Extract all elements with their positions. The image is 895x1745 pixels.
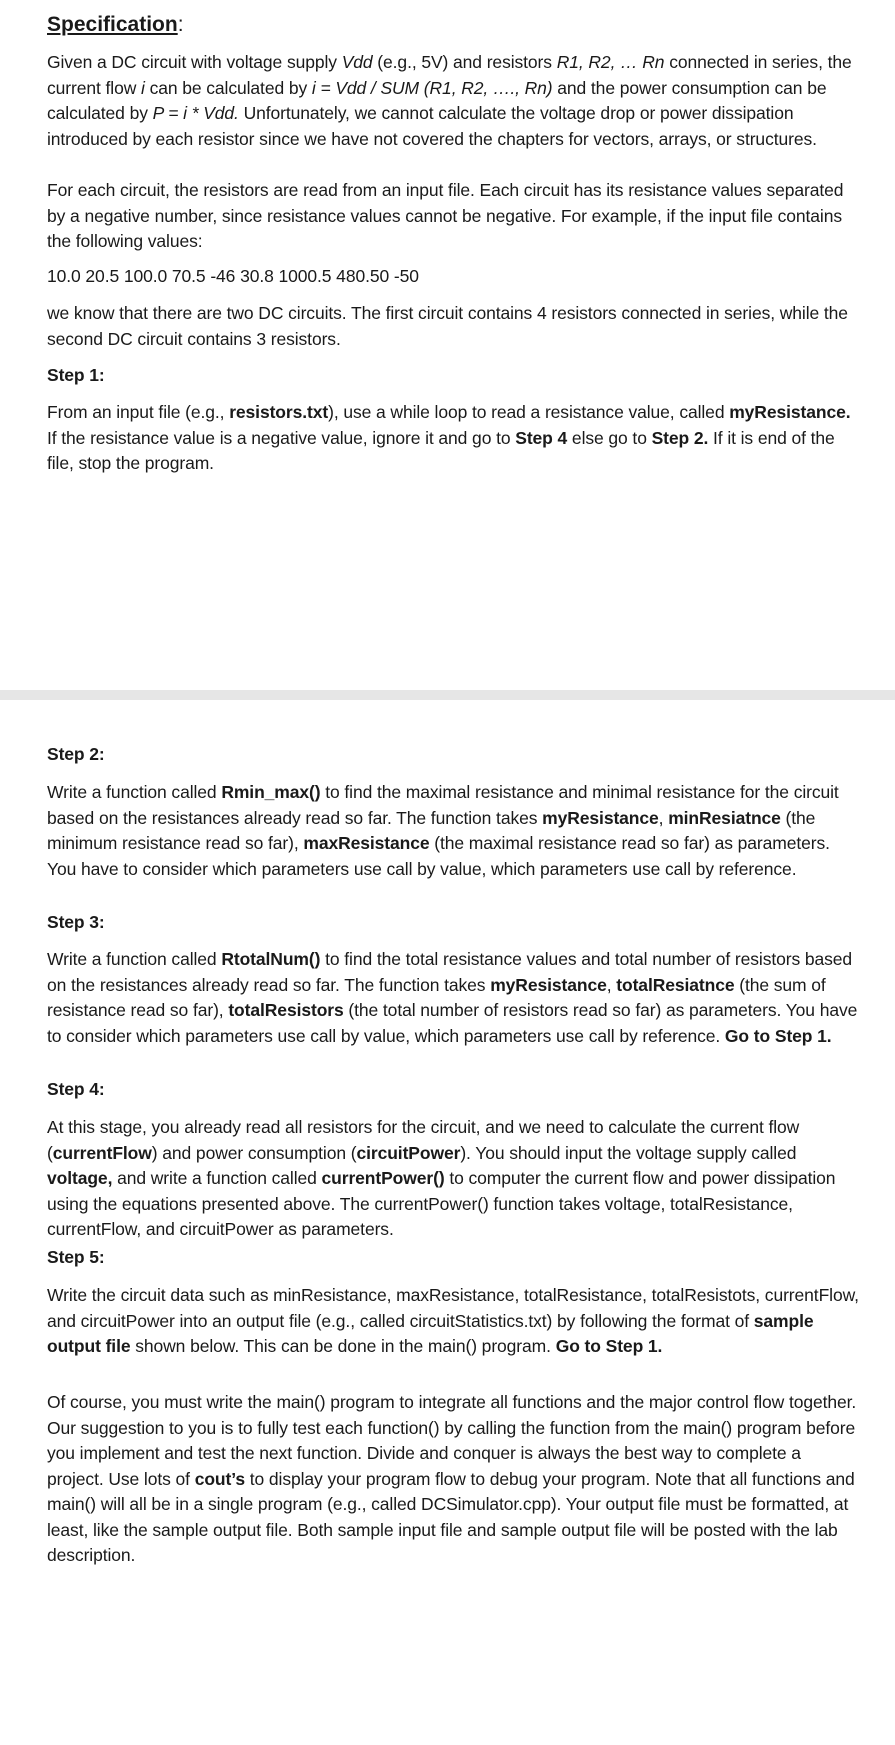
intro-text: and the power consumption can be calculated by [47,77,827,123]
step2-text: (the minimum resistance read so far), [47,807,816,853]
closing-paragraph [47,1390,862,1569]
intro-text: Unfortunately, we cannot calculate the voltage drop or power dissipation introduced by each resistor since we have not covered the chapters for vectors, arrays, or structures. [47,103,817,149]
intro-text: can be calculated by [144,77,312,98]
step1-goto-step4: Step 4 [515,427,568,448]
step3-text: Write a function called [47,949,222,969]
step2-text: , [658,807,669,828]
step4-heading [47,1077,862,1103]
step2-text: (the maximal resistance read so far) as parameters. You have to consider which parameters use call by value, which parameters use call by reference. [47,833,830,879]
input-file-text: For each circuit, the resistors are read from an input file. Each circuit has its resistance values separated by a negative number, since resistance values cannot be negative. For example, if the input file contains the following values: [47,180,844,251]
step2-param: minResiatnce [668,807,781,828]
step5-text: Write the circuit data such as minResistance, maxResistance, totalResistance, totalResistots, currentFlow, and circuitPower into an output file (e.g., called circuitStatistics.txt) by following the format of [47,1285,859,1331]
document-page-1 [0,0,895,690]
step4-variable: voltage, [47,1168,113,1188]
intro-text: Given a DC circuit with voltage supply [47,52,342,72]
step3-text: (the total number of resistors read so far) as parameters. You have to consider which parameters use call by value, which parameters use call by reference. [47,1000,858,1046]
closing-couts: cout’s [194,1468,245,1489]
step3-paragraph [47,947,862,1049]
step3-heading [47,910,862,936]
page-heading [47,10,184,40]
step1-text: ), use a while loop to read a resistance value, called [328,402,730,422]
step3-param: totalResistors [228,1000,344,1020]
step5-label: Step 5: [47,1247,105,1267]
current-formula: i = Vdd / SUM (R1, R2, …., Rn) [311,77,553,98]
intro-text: (e.g., 5V) and resistors [372,52,557,72]
step2-paragraph [47,780,862,882]
step4-variable: currentFlow [52,1142,152,1163]
step5-heading [47,1245,862,1271]
step3-text: to find the total resistance values and total number of resistors based on the resistances already read so far. The function takes [47,949,853,995]
step3-text: , [606,974,617,995]
step3-label: Step 3: [47,912,105,932]
intro-current-symbol: i [141,77,145,98]
step1-text: If it is end of the file, stop the program. [47,427,835,473]
step3-function: RtotalNum() [221,949,321,969]
input-file-paragraph [47,178,862,255]
step5-text: shown below. This can be done in the main() program. [130,1336,556,1356]
step1-variable: myResistance. [729,402,851,422]
power-formula: P = i * Vdd. [152,103,239,123]
step1-paragraph [47,400,862,477]
step4-label: Step 4: [47,1079,105,1099]
step2-heading [47,742,862,768]
step4-text: ). You should input the voltage supply called [460,1142,797,1163]
step1-text: From an input file (e.g., [47,402,230,422]
step1-heading [47,363,862,389]
step2-function: Rmin_max() [221,782,321,802]
step4-variable: circuitPower [356,1142,461,1163]
step4-text: to computer the current flow and power dissipation using the equations presented above. The currentPower() function takes voltage, totalResistance, currentFlow, and circuitPower as parameters. [47,1168,836,1239]
title-colon: : [177,13,184,36]
step5-paragraph [47,1283,862,1360]
step2-text: Write a function called [47,782,222,802]
step1-filename: resistors.txt [229,402,329,422]
step5-goto-step1: Go to Step 1. [555,1336,663,1356]
closing-text: Of course, you must write the main() program to integrate all functions and the major control flow together. Our suggestion to you is to fully test each function() by calling the function from the main() program before you implement and test the next function. Divide and conquer is always the best way to complete a project. Use lots of [47,1392,857,1489]
step4-text: At this stage, you already read all resistors for the circuit, and we need to calculate the current flow ( [47,1117,800,1163]
step3-param: myResistance [490,974,607,995]
step1-text: If the resistance value is a negative value, ignore it and go to [47,427,516,448]
two-circuits-paragraph [47,301,862,352]
intro-resistor-list: R1, R2, … Rn [556,52,665,72]
step3-param: totalResiatnce [616,974,735,995]
step4-text: and write a function called [112,1168,322,1188]
step4-paragraph [47,1115,862,1243]
step3-goto-step1: Go to Step 1. [724,1025,832,1046]
document-page-2 [0,700,895,1745]
intro-vdd: Vdd [341,52,373,72]
step1-goto-step2: Step 2. [651,427,709,448]
step5-sample-output: sample output file [47,1310,814,1356]
step2-param: maxResistance [303,833,430,853]
step1-label: Step 1: [47,365,105,385]
step2-text: to find the maximal resistance and minimal resistance for the circuit based on the resistances already read so far. The function takes [47,782,839,828]
step2-label: Step 2: [47,744,105,764]
intro-text: connected in series, the current flow [47,52,852,98]
sample-values-paragraph [47,264,862,290]
step4-text: ) and power consumption ( [151,1142,357,1163]
step4-function: currentPower() [321,1168,445,1188]
step2-param: myResistance [542,807,659,828]
step1-text: else go to [567,427,652,448]
page-separator [0,690,895,700]
closing-text: to display your program flow to debug your program. Note that all functions and main() will all be in a single program (e.g., called DCSimulator.cpp). Your output file must be formatted, at least, like the sample output file. Both sample input file and sample output file will be posted with the lab description. [47,1468,855,1565]
intro-paragraph [47,50,862,152]
step3-text: (the sum of resistance read so far), [47,974,826,1020]
sample-values: 10.0 20.5 100.0 70.5 -46 30.8 1000.5 480.50 -50 [47,266,419,286]
specification-title: Specification [47,13,178,36]
two-circuits-text: we know that there are two DC circuits. The first circuit contains 4 resistors connected in series, while the second DC circuit contains 3 resistors. [47,303,848,349]
